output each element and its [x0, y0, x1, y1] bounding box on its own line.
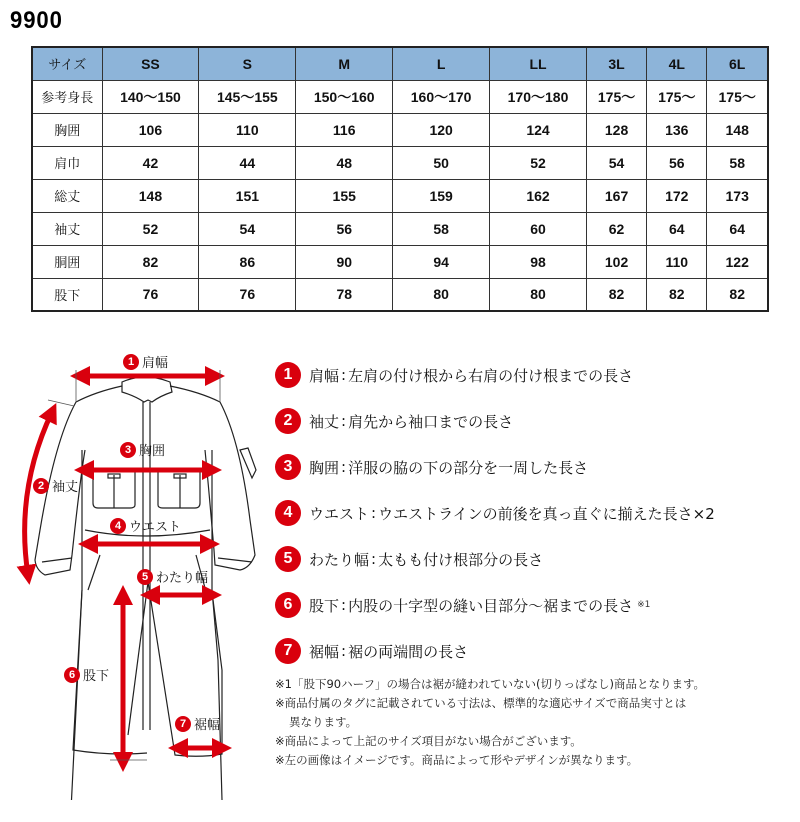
row-label: 参考身長	[32, 80, 102, 113]
size-col-l: L	[393, 47, 490, 80]
cell: 52	[490, 146, 587, 179]
cell: 78	[296, 278, 393, 311]
badge-2-icon: 2	[33, 478, 49, 494]
cell: 82	[707, 278, 768, 311]
cell: 128	[586, 113, 646, 146]
cell: 106	[102, 113, 199, 146]
size-table	[31, 46, 769, 312]
note: 異なります。	[289, 715, 358, 729]
cell: 42	[102, 146, 199, 179]
cell: 110	[647, 245, 707, 278]
legend-item: 5 わたり幅 : 太もも付け根部分の長さ	[275, 536, 795, 582]
size-col-m: M	[296, 47, 393, 80]
cell: 82	[586, 278, 646, 311]
cell: 86	[199, 245, 296, 278]
cell: 116	[296, 113, 393, 146]
cell: 124	[490, 113, 587, 146]
cell: 58	[707, 146, 768, 179]
diagram-label-hem: 7 裾幅	[175, 714, 220, 733]
table-row	[32, 278, 768, 311]
diagram-label-thigh: 5 わたり幅	[137, 567, 208, 586]
cell: 175〜	[586, 80, 646, 113]
diagram-label-sleeve: 2 袖丈	[33, 476, 78, 495]
cell: 58	[393, 212, 490, 245]
size-col-ss: SS	[102, 47, 199, 80]
cell: 173	[707, 179, 768, 212]
diagram-label-inseam: 6 股下	[64, 665, 109, 684]
cell: 162	[490, 179, 587, 212]
number-badge-icon: 7	[275, 638, 301, 664]
badge-1-icon: 1	[123, 354, 139, 370]
diagram-label-chest: 3 胸囲	[120, 440, 165, 459]
note: ※商品によって上記のサイズ項目がない場合がございます。	[275, 734, 582, 748]
legend-item: 1 肩幅 : 左肩の付け根から右肩の付け根までの長さ	[275, 352, 795, 398]
cell: 64	[707, 212, 768, 245]
badge-5-icon: 5	[137, 569, 153, 585]
number-badge-icon: 4	[275, 500, 301, 526]
row-label: 肩巾	[32, 146, 102, 179]
size-col-ll: LL	[490, 47, 587, 80]
cell: 82	[102, 245, 199, 278]
cell: 56	[296, 212, 393, 245]
diagram-label-shoulder: 1 肩幅	[123, 352, 168, 371]
cell: 48	[296, 146, 393, 179]
size-header-row	[32, 47, 768, 80]
cell: 172	[647, 179, 707, 212]
badge-6-icon: 6	[64, 667, 80, 683]
number-badge-icon: 6	[275, 592, 301, 618]
note: ※商品付属のタグに記載されている寸法は、標準的な適応サイズで商品実寸とは	[275, 696, 687, 710]
cell: 160〜170	[393, 80, 490, 113]
note: ※左の画像はイメージです。商品によって形やデザインが異なります。	[275, 753, 639, 767]
cell: 90	[296, 245, 393, 278]
cell: 151	[199, 179, 296, 212]
cell: 76	[199, 278, 296, 311]
diagram-label-waist: 4 ウエスト	[110, 516, 181, 535]
cell: 64	[647, 212, 707, 245]
coverall-diagram	[0, 330, 270, 800]
cell: 170〜180	[490, 80, 587, 113]
cell: 148	[102, 179, 199, 212]
row-label: 胴囲	[32, 245, 102, 278]
number-badge-icon: 1	[275, 362, 301, 388]
cell: 145〜155	[199, 80, 296, 113]
cell: 102	[586, 245, 646, 278]
table-row	[32, 212, 768, 245]
cell: 136	[647, 113, 707, 146]
cell: 56	[647, 146, 707, 179]
cell: 80	[393, 278, 490, 311]
cell: 54	[586, 146, 646, 179]
header-label: サイズ	[32, 47, 102, 80]
cell: 175〜	[647, 80, 707, 113]
table-row	[32, 80, 768, 113]
cell: 50	[393, 146, 490, 179]
cell: 44	[199, 146, 296, 179]
cell: 62	[586, 212, 646, 245]
note: ※1「股下90ハーフ」の場合は裾が縫われていない(切りっぱなし)商品となります。	[275, 677, 706, 691]
coverall-illustration-icon	[0, 330, 270, 800]
size-col-3l: 3L	[586, 47, 646, 80]
badge-7-icon: 7	[175, 716, 191, 732]
footnotes	[275, 675, 795, 770]
cell: 76	[102, 278, 199, 311]
cell: 94	[393, 245, 490, 278]
table-row	[32, 245, 768, 278]
cell: 120	[393, 113, 490, 146]
table-row	[32, 146, 768, 179]
cell: 148	[707, 113, 768, 146]
cell: 155	[296, 179, 393, 212]
number-badge-icon: 2	[275, 408, 301, 434]
number-badge-icon: 3	[275, 454, 301, 480]
cell: 60	[490, 212, 587, 245]
cell: 54	[199, 212, 296, 245]
size-col-6l: 6L	[707, 47, 768, 80]
legend-item: 7 裾幅 : 裾の両端間の長さ	[275, 628, 795, 674]
number-badge-icon: 5	[275, 546, 301, 572]
cell: 98	[490, 245, 587, 278]
size-col-4l: 4L	[647, 47, 707, 80]
legend-item: 6 股下 : 内股の十字型の縫い目部分〜裾までの長さ ※1	[275, 582, 795, 628]
cell: 140〜150	[102, 80, 199, 113]
model-number: 9900	[10, 7, 63, 34]
cell: 82	[647, 278, 707, 311]
size-col-s: S	[199, 47, 296, 80]
row-label: 胸囲	[32, 113, 102, 146]
badge-4-icon: 4	[110, 518, 126, 534]
cell: 80	[490, 278, 587, 311]
footnote-ref: ※1	[637, 600, 651, 610]
table-row	[32, 179, 768, 212]
measurement-legend	[275, 352, 795, 674]
cell: 175〜	[707, 80, 768, 113]
cell: 150〜160	[296, 80, 393, 113]
cell: 52	[102, 212, 199, 245]
legend-item: 3 胸囲 : 洋服の脇の下の部分を一周した長さ	[275, 444, 795, 490]
cell: 159	[393, 179, 490, 212]
row-label: 袖丈	[32, 212, 102, 245]
badge-3-icon: 3	[120, 442, 136, 458]
cell: 122	[707, 245, 768, 278]
table-row	[32, 113, 768, 146]
cell: 167	[586, 179, 646, 212]
legend-item: 2 袖丈 : 肩先から袖口までの長さ	[275, 398, 795, 444]
row-label: 総丈	[32, 179, 102, 212]
cell: 110	[199, 113, 296, 146]
legend-item: 4 ウエスト : ウエストラインの前後を真っ直ぐに揃えた長さ×2	[275, 490, 795, 536]
row-label: 股下	[32, 278, 102, 311]
